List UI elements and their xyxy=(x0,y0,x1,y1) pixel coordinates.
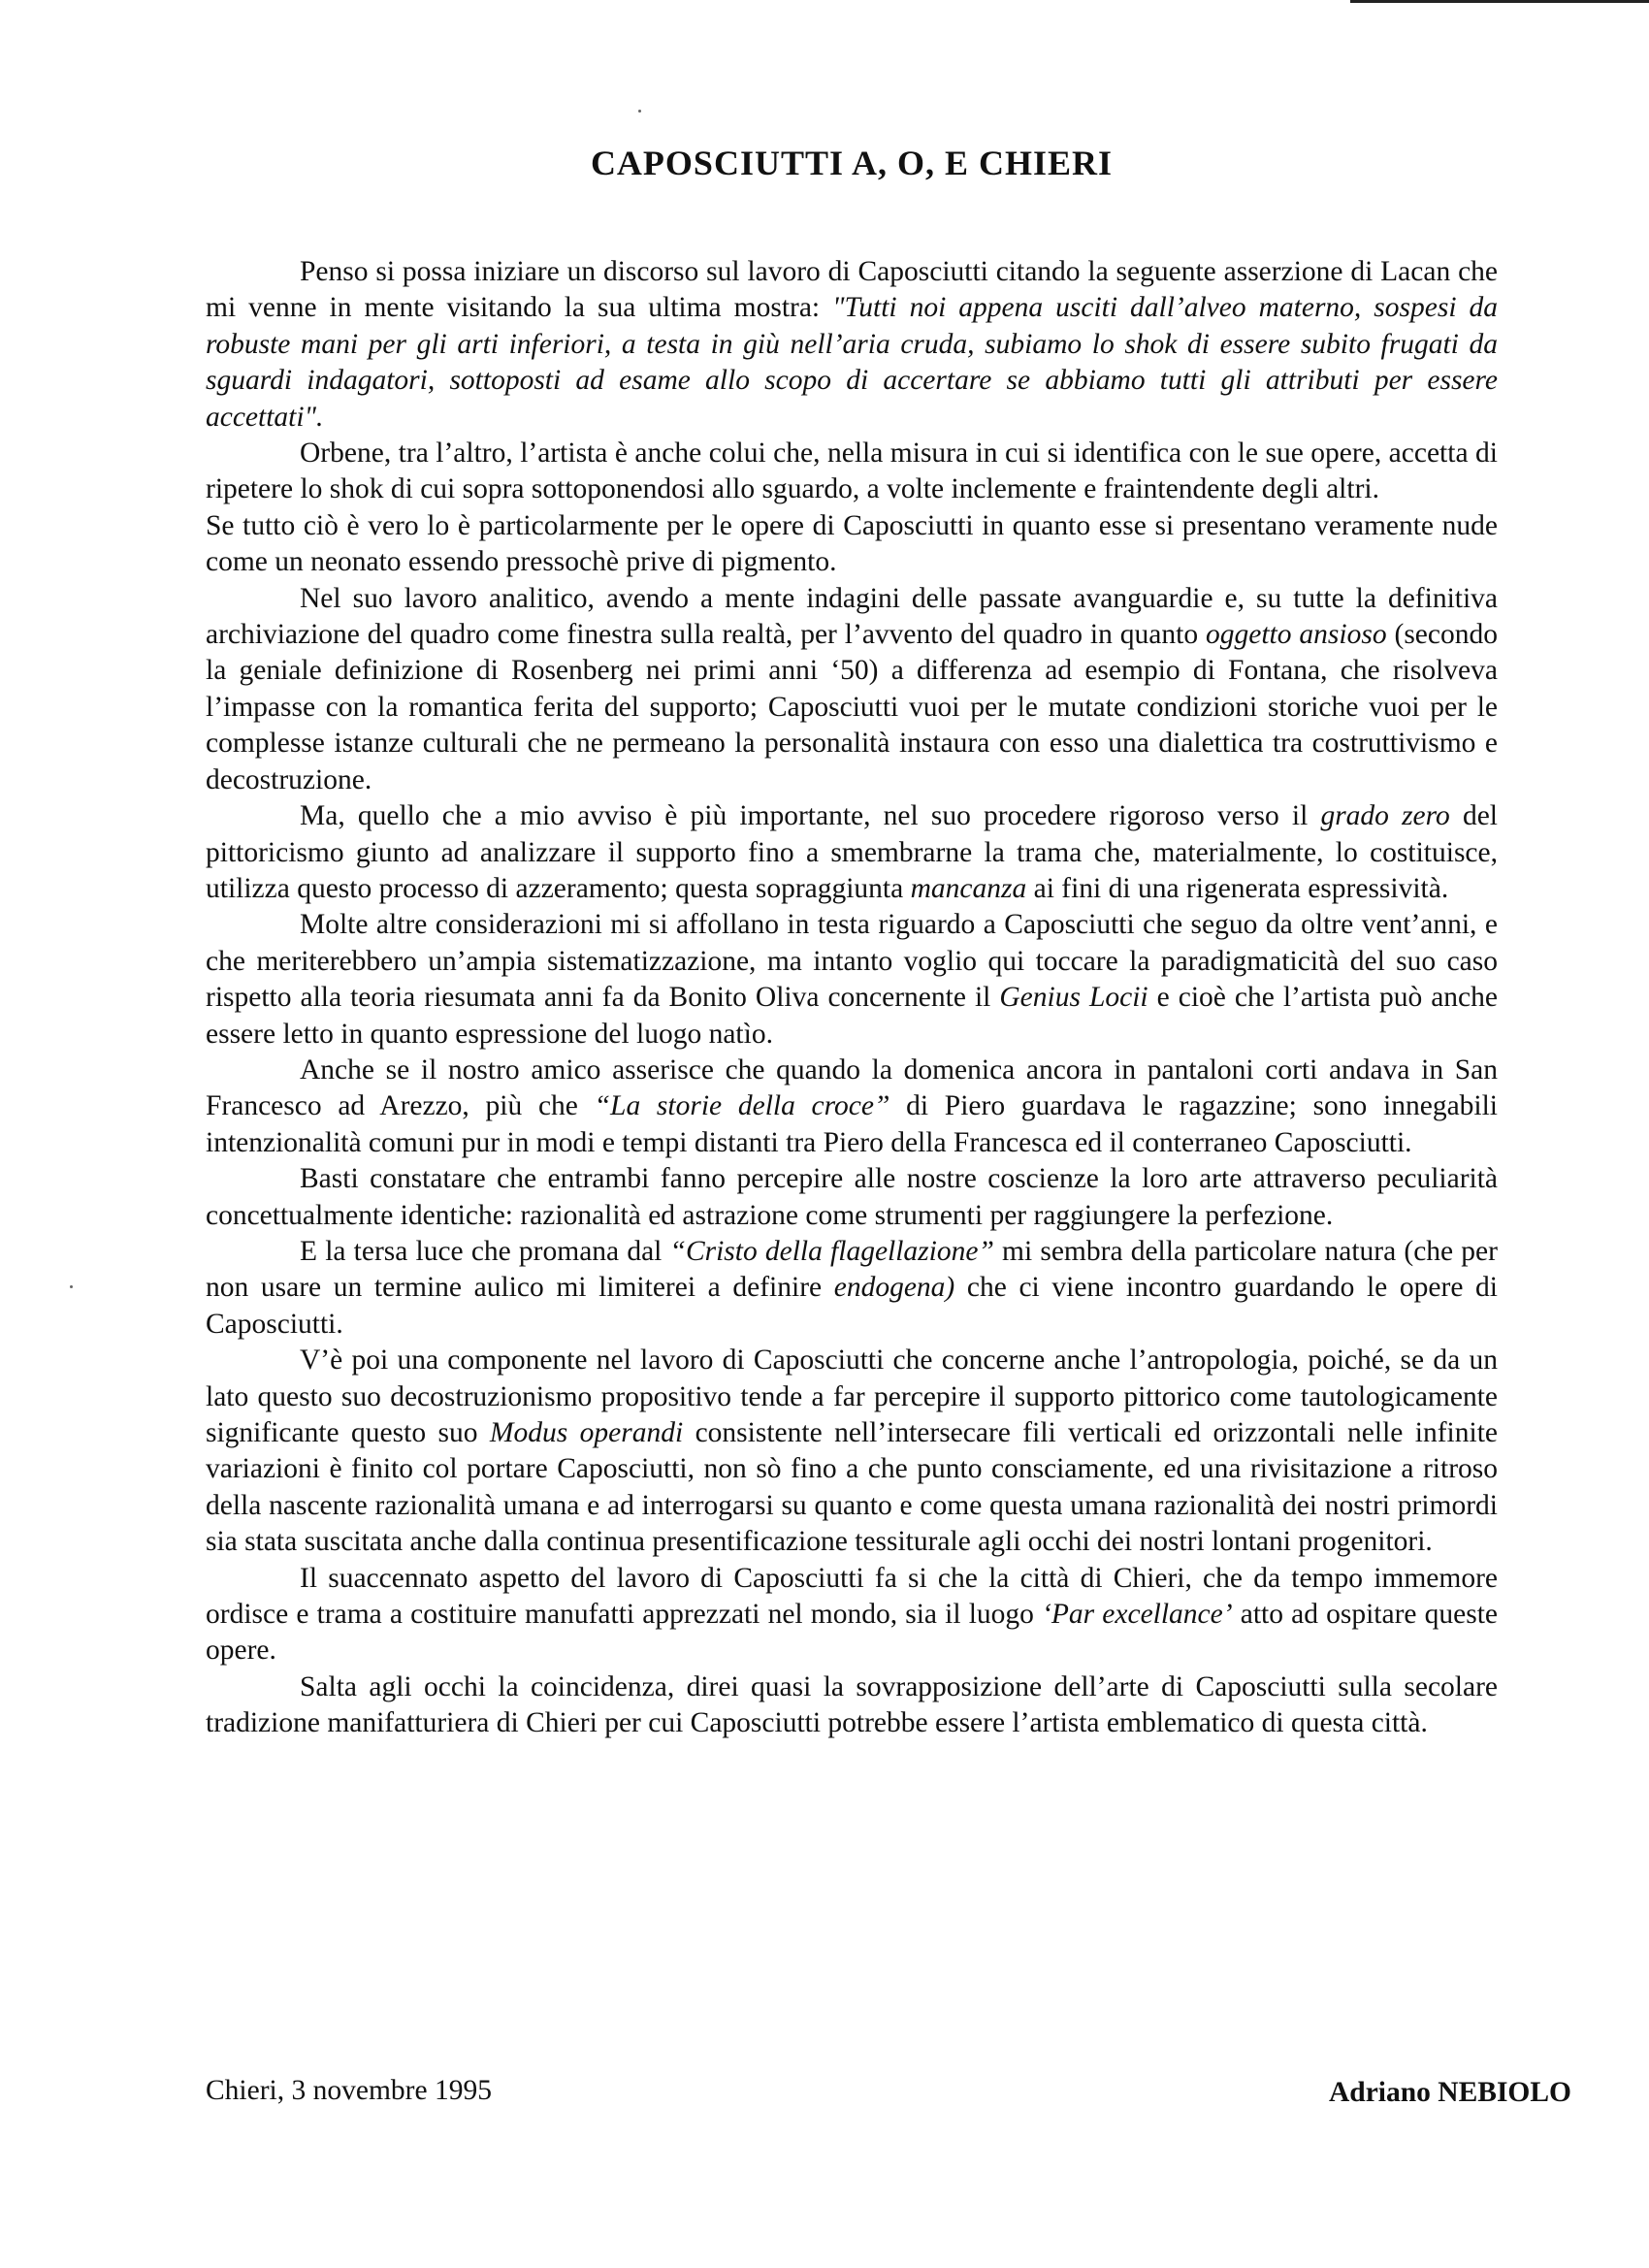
paragraph xyxy=(206,436,1498,508)
paragraph-text: Il suaccennato aspetto del lavoro di Caposciutti fa si che la città di Chieri, che da tempo immemore ordisce e trama a costituire manufatti apprezzati nel mondo, sia il luogo xyxy=(206,1562,1498,1631)
paragraph xyxy=(206,1161,1498,1234)
paragraph-text: consistente nell’intersecare fili verticali ed orizzontali nelle infinite variazioni è finito col portare Caposciutti, non sò fino a che punto consciamente, ed una rivisitazione a ritroso della nascente razionalità umana e ad interrogarsi su quanto e come questa umana razionalità dei nostri primordi sia stata suscitata anche dalla continua presentificazione tessiturale agli occhi dei nostri lontani progenitori. xyxy=(206,1417,1498,1558)
italic-text: ‘Par excellance’ xyxy=(1042,1599,1233,1631)
italic-text: “La storie della croce” xyxy=(594,1090,890,1122)
place-date: Chieri, 3 novembre 1995 xyxy=(206,2075,492,2106)
paragraph-text: ai fini di una rigenerata espressività. xyxy=(1026,872,1449,904)
paragraph xyxy=(206,907,1498,1053)
paragraph-text: di Piero guardava le ragazzine; sono innegabili intenzionalità comuni pur in modi e tempi distanti tra Piero della Francesca ed il conterraneo Caposciutti. xyxy=(206,1090,1498,1158)
document-body xyxy=(206,254,1498,1742)
paragraph-text: Orbene, tra l’altro, l’artista è anche colui che, nella misura in cui si identifica con le sue opere, accetta di ripetere lo shok di cui sopra sottoponendosi allo sguardo, a volte inclemente e fraintendente degli altri. xyxy=(206,437,1498,505)
paragraph-text: V’è poi una componente nel lavoro di Caposciutti che concerne anche l’antropologia, poiché, se da un lato questo suo decostruzionismo propositivo tende a far percepire il supporto pittorico come tautologicamente significante questo suo xyxy=(206,1345,1498,1448)
author-signature: Adriano NEBIOLO xyxy=(1329,2077,1571,2108)
italic-text: "Tutti noi appena usciti dall’alveo materno, sospesi da robuste mani per gli arti inferiori, a testa in giù nell’aria cruda, subiamo lo shok di essere subito frugati da sguardi indagatori, sottoposti ad esame allo scopo di accertare se abbiamo tutti gli attributi per essere accettati". xyxy=(206,292,1499,433)
paragraph xyxy=(206,254,1498,436)
paragraph-text: (secondo la geniale definizione di Rosenberg nei primi anni ‘50) a differenza ad esempio di Fontana, che risolveva l’impasse con la romantica ferita del supporto; Caposciutti vuoi per le mutate condizioni storiche vuoi per le complesse istanze culturali che ne permeano la personalità instaura con esso una dialettica tra costruttivismo e decostruzione. xyxy=(206,619,1498,795)
paragraph xyxy=(206,508,1498,581)
italic-text: endogena) xyxy=(833,1272,955,1304)
italic-text: Genius Locii xyxy=(999,982,1148,1014)
paragraph xyxy=(206,1343,1498,1560)
paragraph xyxy=(206,798,1498,907)
italic-text: mancanza xyxy=(910,872,1027,904)
document-title: CAPOSCIUTTI A, O, E CHIERI xyxy=(590,144,1114,182)
paragraph-text: che ci viene incontro guardando le opere di Caposciutti. xyxy=(206,1272,1498,1340)
paragraph-text: Ma, quello che a mio avviso è più importante, nel suo procedere rigoroso verso il xyxy=(300,800,1321,832)
paragraph-text: Se tutto ciò è vero lo è particolarmente per le opere di Caposciutti in quanto esse si presentano veramente nude come un neonato essendo pressochè prive di pigmento. xyxy=(206,509,1498,578)
paragraph xyxy=(206,1234,1498,1343)
paragraph xyxy=(206,581,1498,798)
paragraph-text: Nel suo lavoro analitico, avendo a mente indagini delle passate avanguardie e, su tutte la definitiva archiviazione del quadro come finestra sulla realtà, per l’avvento del quadro in quanto xyxy=(206,582,1498,651)
italic-text: Modus operandi xyxy=(489,1417,684,1448)
paragraph-text: Basti constatare che entrambi fanno percepire alle nostre coscienze la loro arte attraverso peculiarità concettualmente identiche: razionalità ed astrazione come strumenti per raggiungere la perfezione. xyxy=(206,1163,1498,1231)
paragraph-text: e cioè che l’artista può anche essere letto in quanto espressione del luogo natìo. xyxy=(206,982,1498,1050)
top-edge-rule xyxy=(1350,0,1649,3)
scan-speck xyxy=(70,1285,73,1288)
italic-text: grado zero xyxy=(1320,800,1450,832)
paragraph xyxy=(206,1053,1498,1161)
paragraph-text: Anche se il nostro amico asserisce che quando la domenica ancora in pantaloni corti andava in San Francesco ad Arezzo, più che xyxy=(206,1053,1498,1122)
paragraph-text: Penso si possa iniziare un discorso sul lavoro di Caposciutti citando la seguente asserzione di Lacan che mi venne in mente visitando la sua ultima mostra: xyxy=(206,256,1498,324)
paragraph-text: atto ad ospitare queste opere. xyxy=(206,1599,1499,1667)
paragraph-text: Molte altre considerazioni mi si affollano in testa riguardo a Caposciutti che seguo da oltre vent’anni, e che meriterebbero un’ampia sistematizzazione, ma intanto voglio qui toccare la paradigmaticità del suo caso rispetto alla teoria riesumata anni fa da Bonito Oliva concernente il xyxy=(206,909,1498,1014)
paragraph-text: Salta agli occhi la coincidenza, direi quasi la sovrapposizione dell’arte di Caposciutti sulla secolare tradizione manifatturiera di Chieri per cui Caposciutti potrebbe essere l’artista emblematico di questa città. xyxy=(206,1670,1498,1739)
scan-speck xyxy=(638,110,641,113)
paragraph-text: mi sembra della particolare natura (che per non usare un termine aulico mi limiterei a definire xyxy=(206,1235,1498,1304)
italic-text: “Cristo della flagellazione” xyxy=(669,1235,994,1267)
paragraph xyxy=(206,1561,1498,1669)
italic-text: oggetto ansioso xyxy=(1206,619,1387,651)
paragraph xyxy=(206,1669,1498,1742)
paragraph-text: del pittoricismo giunto ad analizzare il supporto fino a smembrarne la trama che, materialmente, lo costituisce, utilizza questo processo di azzeramento; questa sopraggiunta xyxy=(206,800,1498,904)
paragraph-text: E la tersa luce che promana dal xyxy=(300,1235,670,1267)
